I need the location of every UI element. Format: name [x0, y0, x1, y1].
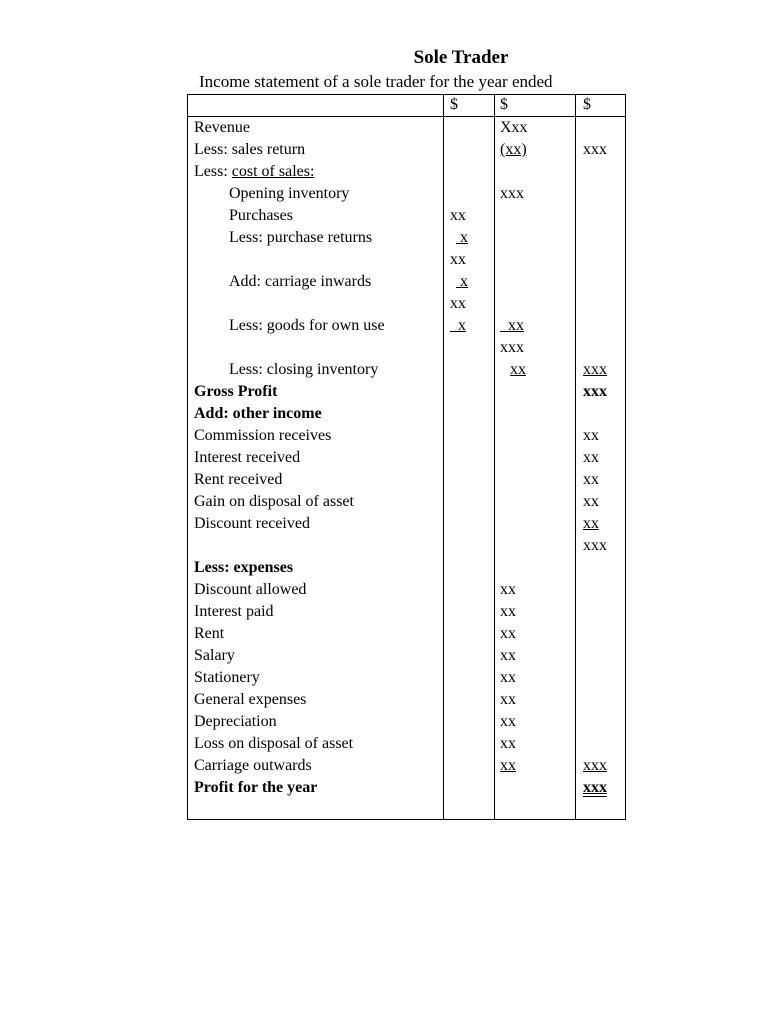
row-label: Salary [194, 647, 235, 664]
row-label [194, 161, 314, 183]
statement-row-subtotal [0, 293, 768, 315]
row-value-col2: xx [500, 603, 516, 620]
row-value-col1: x [460, 229, 468, 246]
statement-row-opening-inventory [0, 183, 768, 205]
row-label: Rent [194, 625, 225, 642]
row-value-col2: (xx) [500, 141, 527, 158]
statement-row-cost-of-sales [0, 161, 768, 183]
statement-row-rent-received [0, 469, 768, 491]
statement-row-salary [0, 645, 768, 667]
column-header-2: $ [500, 96, 508, 113]
statement-row-subtotal [0, 535, 768, 557]
statement-row-other-income-heading [0, 403, 768, 425]
row-value-col2: xx [510, 361, 526, 378]
statement-row-purchase-returns [0, 227, 768, 249]
row-value-col2: xx [500, 691, 516, 708]
statement-row-closing-inventory [0, 359, 768, 381]
row-label: Less: goods for own use [229, 317, 385, 334]
row-label: Rent received [194, 471, 283, 488]
row-value-col3: xx [583, 427, 599, 444]
statement-row-gain-disposal [0, 491, 768, 513]
row-label: Add: other income [194, 405, 322, 422]
row-value-col3: xx [583, 493, 599, 510]
row-label: Less: closing inventory [229, 361, 379, 378]
row-label: Depreciation [194, 713, 277, 730]
row-value-col2: xx [500, 647, 516, 664]
statement-row-purchases [0, 205, 768, 227]
row-value-col2: Xxx [500, 119, 528, 136]
row-label: Gain on disposal of asset [194, 493, 354, 510]
statement-row-rent [0, 623, 768, 645]
statement-row-sales-return [0, 139, 768, 161]
row-value-col3: xxx [583, 537, 607, 554]
row-label: Loss on disposal of asset [194, 735, 354, 752]
row-value-col3: xx [583, 449, 599, 466]
statement-row-depreciation [0, 711, 768, 733]
statement-row-interest-paid [0, 601, 768, 623]
row-label: Discount allowed [194, 581, 307, 598]
statement-row-gross-profit [0, 381, 768, 403]
row-label: Purchases [229, 207, 293, 224]
row-value-col3: xx [583, 471, 599, 488]
row-label: Profit for the year [194, 779, 318, 796]
row-label: Interest received [194, 449, 301, 466]
row-value-col2: xxx [500, 185, 524, 202]
row-label-underlined: cost of sales: [231, 163, 315, 180]
row-value-col2: xxx [500, 339, 524, 356]
row-value-col2: xx [500, 581, 516, 598]
row-value-col1: xx [450, 295, 466, 312]
row-value-col3: xxx [583, 383, 607, 400]
column-header-3: $ [583, 96, 591, 113]
column-header-1: $ [450, 96, 458, 113]
statement-row-subtotal [0, 337, 768, 359]
statement-row-carriage-inwards [0, 271, 768, 293]
row-value-col1: xx [450, 251, 466, 268]
row-label: Commission receives [194, 427, 332, 444]
row-value-col3: xxx [583, 779, 607, 796]
statement-row-general-expenses [0, 689, 768, 711]
statement-row-stationery [0, 667, 768, 689]
statement-row-expenses-heading [0, 557, 768, 579]
row-label: Carriage outwards [194, 757, 312, 774]
statement-row-subtotal [0, 249, 768, 271]
row-label: Less: expenses [194, 559, 294, 576]
statement-row-loss-disposal [0, 733, 768, 755]
row-value-col3: xxx [583, 757, 607, 774]
row-label: Less: sales return [194, 141, 306, 158]
row-value-col2: xx [500, 713, 516, 730]
row-value-col1: x [458, 317, 466, 334]
row-value-col3: xxx [583, 141, 607, 158]
row-label: Less: purchase returns [229, 229, 373, 246]
row-label: Add: carriage inwards [229, 273, 372, 290]
statement-row-commission [0, 425, 768, 447]
row-label: Interest paid [194, 603, 274, 620]
statement-row-profit [0, 777, 768, 799]
statement-row-goods-own-use [0, 315, 768, 337]
statement-row-carriage-outwards [0, 755, 768, 777]
row-label: General expenses [194, 691, 307, 708]
row-label: Gross Profit [194, 383, 278, 400]
statement-row-revenue [0, 117, 768, 139]
row-label: Revenue [194, 119, 250, 136]
row-value-col1: x [460, 273, 468, 290]
statement-row-discount-received [0, 513, 768, 535]
row-value-col2: xx [500, 625, 516, 642]
row-value-col2: xx [508, 317, 524, 334]
statement-row-interest-received [0, 447, 768, 469]
row-value-col2: xx [500, 757, 516, 774]
statement-subtitle: Income statement of a sole trader for the year ended [199, 72, 553, 91]
row-label: Stationery [194, 669, 260, 686]
statement-row-discount-allowed [0, 579, 768, 601]
row-label: Discount received [194, 515, 310, 532]
row-value-col3: xx [583, 515, 599, 532]
row-value-col1: xx [450, 207, 466, 224]
row-label-prefix: Less: [194, 163, 232, 180]
document-title: Sole Trader [413, 47, 509, 68]
row-value-col3: xxx [583, 361, 607, 378]
row-value-col2: xx [500, 669, 516, 686]
row-label: Opening inventory [229, 185, 350, 202]
row-value-col2: xx [500, 735, 516, 752]
